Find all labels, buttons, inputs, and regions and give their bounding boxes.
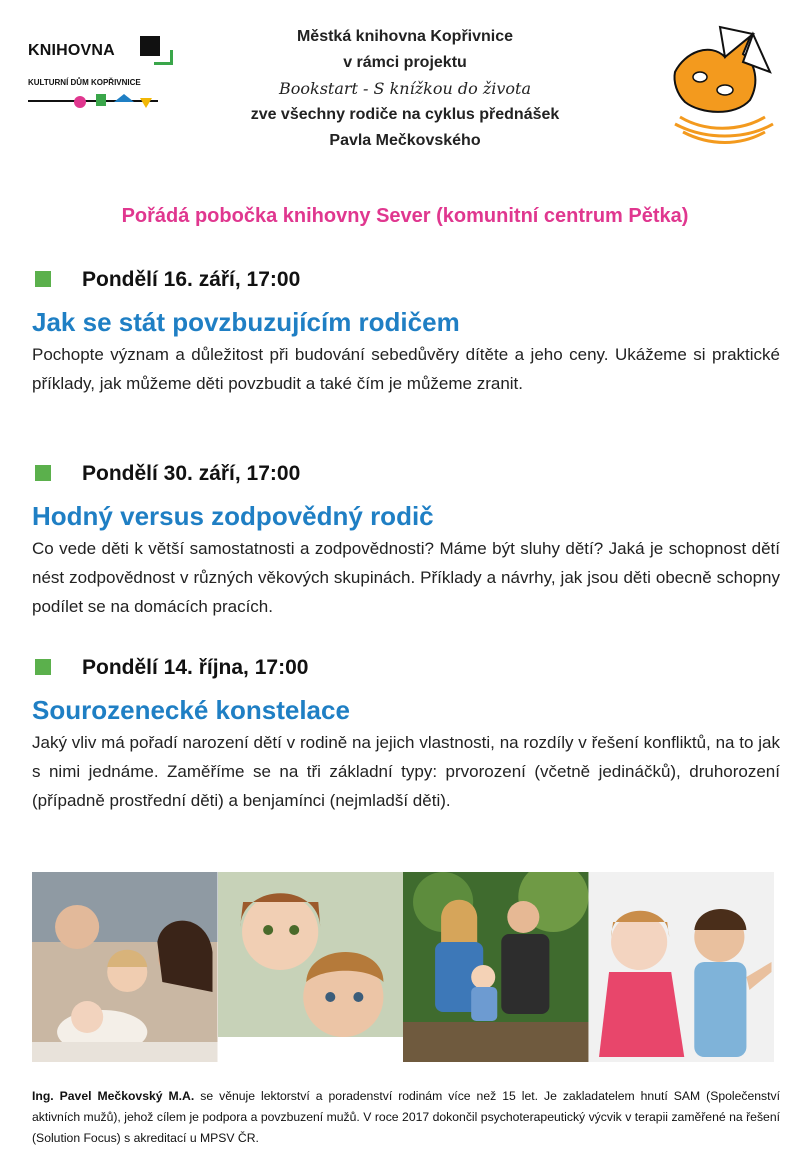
event-date: Pondělí 30. září, 17:00: [82, 462, 301, 485]
event-title: Jak se stát povzbuzujícím rodičem: [32, 307, 460, 337]
logo-subtitle: KULTURNÍ DŮM KOPŘIVNICE: [28, 78, 141, 87]
event-description: Jaký vliv má pořadí narození dětí v rodině na jejich vlastnosti, na rozdíly v řešení konfliktů, na to jak s nimi jednáme. Zaměříme se na tři základní typy: prvorození (včetně jedináčků), druhorození (případně prostřední děti) a benjamínci (nejmladší děti).: [32, 733, 780, 810]
lecturer-bio: [32, 1086, 780, 1149]
event-description: Pochopte význam a důležitost při budování sebedůvěry dítěte a jeho ceny. Ukážeme si praktické příklady, jak můžeme děti povzbudit a také čím je můžeme zranit.: [32, 345, 780, 393]
family-photo-1: [32, 872, 218, 1062]
logo-shapes-icon: [28, 90, 168, 114]
photo-strip: [32, 872, 774, 1062]
event-3: [32, 656, 780, 815]
header-line-2: v rámci projektu: [343, 54, 467, 71]
event-title: Hodný versus zodpovědný rodič: [32, 501, 434, 531]
bullet-square: [35, 271, 51, 287]
lecturer-name: Ing. Pavel Mečkovský M.A.: [32, 1089, 195, 1103]
family-photo-3: [403, 872, 589, 1062]
event-1: [32, 268, 780, 398]
bullet-square: [35, 659, 51, 675]
project-name: Bookstart - S knížkou do života: [278, 79, 531, 98]
event-title: Sourozenecké konstelace: [32, 695, 350, 725]
logo-word: KNIHOVNA: [28, 42, 115, 59]
header-line-4: zve všechny rodiče na cyklus přednášek: [250, 106, 560, 123]
logo-green-corner: [154, 50, 173, 65]
bullet-square: [35, 465, 51, 481]
event-description: Co vede děti k větší samostatnosti a zodpovědnosti? Máme být sluhy dětí? Jaká je schopnost dětí nést zodpovědnost v různých věkových skupinách. Příklady a návrhy, jak jsou děti obecně schopny podílet se na domácích pracích.: [32, 539, 780, 616]
event-2: [32, 462, 780, 621]
event-date: Pondělí 14. října, 17:00: [82, 656, 309, 679]
lecturer-bio-text: se věnuje lektorství a poradenství rodinám více než 15 let. Je zakladatelem hnutí SAM (Společenství aktivních mužů), jehož cílem je podpora a povzbuzení mužů. V roce 2017 dokončil psychoterapeutický výcvik v terapii zaměřené na řešení (Solution Focus) s akreditací u MPSV ČR.: [32, 1089, 780, 1145]
knihovna-logo: [28, 34, 168, 114]
bookstart-bird-icon: [665, 22, 780, 152]
organizer-line: Pořádá pobočka knihovny Sever (komunitní centrum Pětka): [121, 205, 689, 227]
header-line-1: Městká knihovna Kopřivnice: [296, 28, 514, 45]
family-photo-2: [218, 872, 404, 1062]
event-date: Pondělí 16. září, 17:00: [82, 268, 301, 291]
bookstart-logo: [665, 22, 780, 152]
header-line-5: Pavla Mečkovského: [329, 132, 481, 149]
family-photo-4: [589, 872, 775, 1062]
header: [180, 24, 630, 154]
